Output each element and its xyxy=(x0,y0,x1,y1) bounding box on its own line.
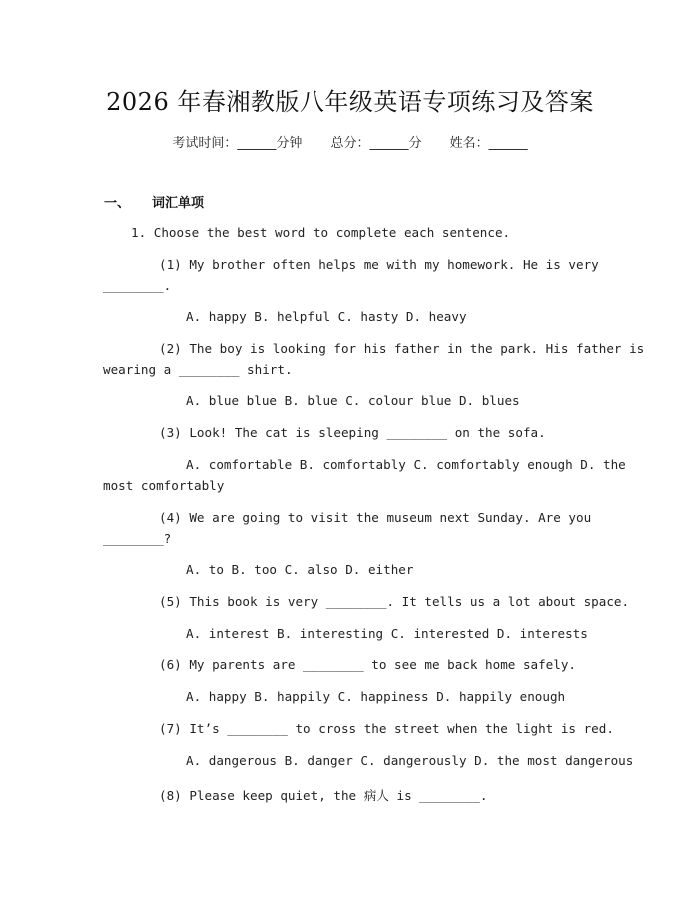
exam-time-field: 考试时间：______分钟 xyxy=(172,136,303,151)
document-title: 2026 年春湘教版八年级英语专项练习及答案 xyxy=(106,88,594,116)
item-1-text: (1) My brother often helps me with my homework. He is very xyxy=(159,257,599,272)
item-6-text: (6) My parents are ________ to see me back home safely. xyxy=(159,657,577,672)
item-2-text: (2) The boy is looking for his father in the park. His father is xyxy=(159,341,645,356)
item-3-options-cont: most comfortably xyxy=(103,478,225,493)
item-8-text: (8) Please keep quiet, the 病人 is ________. xyxy=(159,788,488,803)
section-heading xyxy=(104,192,204,211)
item-1-options: A. happy B. helpful C. hasty D. heavy xyxy=(186,309,467,324)
section-number: 一、 xyxy=(104,196,131,211)
item-7-text: (7) It’s ________ to cross the street when the light is red. xyxy=(159,721,614,736)
item-6-options: A. happy B. happily C. happiness D. happily enough xyxy=(186,689,566,704)
item-3-text: (3) Look! The cat is sleeping ________ on the sofa. xyxy=(159,425,546,440)
item-4-text-cont: ________? xyxy=(103,531,172,546)
item-2-text-cont: wearing a ________ shirt. xyxy=(103,362,293,377)
item-4-text: (4) We are going to visit the museum next Sunday. Are you xyxy=(159,510,592,525)
question-prompt: 1. Choose the best word to complete each sentence. xyxy=(131,225,511,240)
total-score-field: 总分：______分 xyxy=(330,136,422,151)
name-field: 姓名：______ xyxy=(449,136,528,151)
item-7-options: A. dangerous B. danger C. dangerously D. the most dangerous xyxy=(186,753,634,768)
item-5-text: (5) This book is very ________. It tells us a lot about space. xyxy=(159,594,630,609)
item-3-options: A. comfortable B. comfortably C. comfortably enough D. the xyxy=(186,457,626,472)
exam-info-line xyxy=(0,132,700,151)
item-4-options: A. to B. too C. also D. either xyxy=(186,562,414,577)
section-title: 词汇单项 xyxy=(152,196,205,211)
item-2-options: A. blue blue B. blue C. colour blue D. blues xyxy=(186,393,520,408)
item-5-options: A. interest B. interesting C. interested D. interests xyxy=(186,626,588,641)
item-1-text-cont: ________. xyxy=(103,278,172,293)
